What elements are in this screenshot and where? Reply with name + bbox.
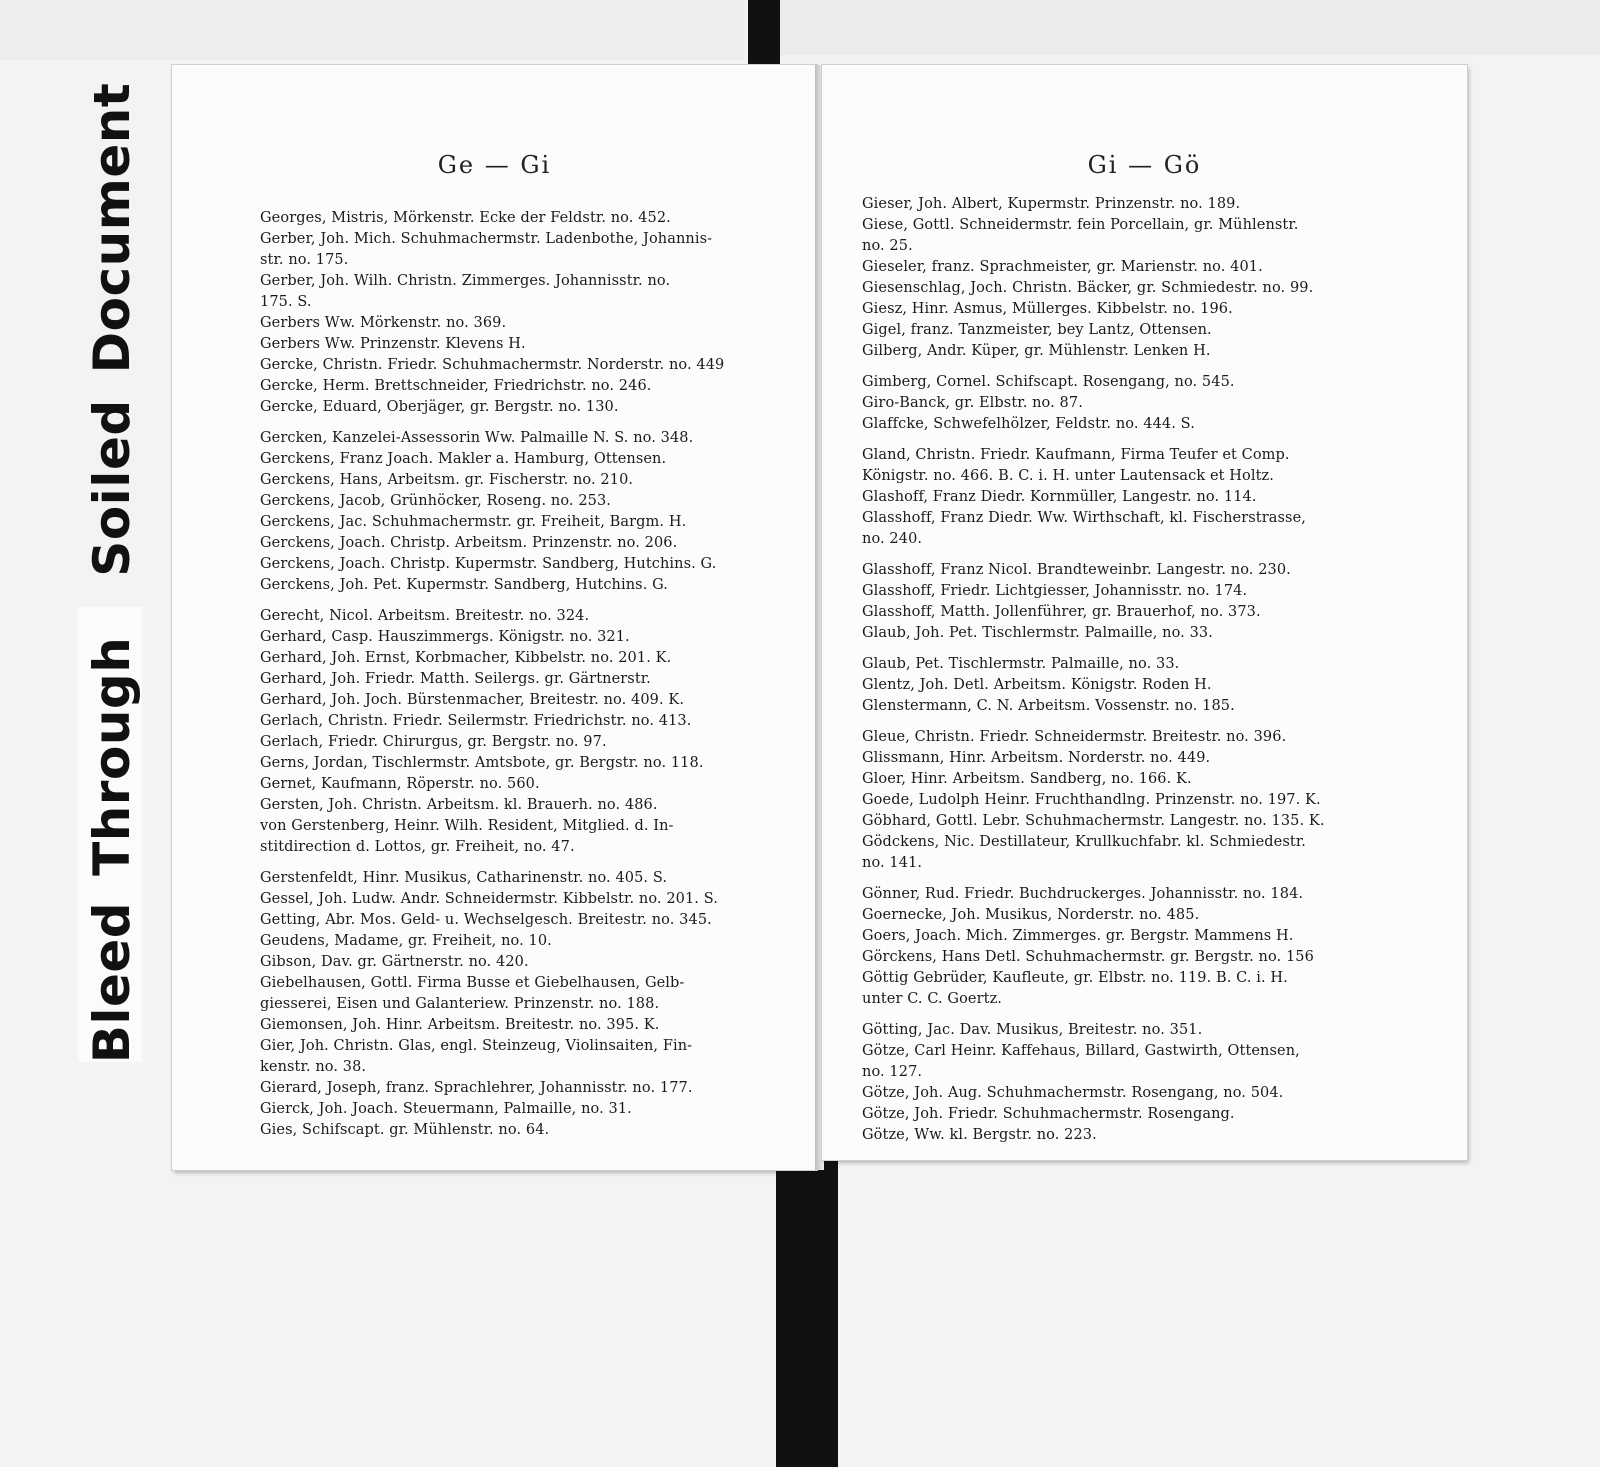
- directory-entry: Glaub, Pet. Tischlermstr. Palmaille, no. 33.: [862, 656, 1180, 672]
- directory-entry: no. 25.: [862, 238, 913, 254]
- directory-entry: Glentz, Joh. Detl. Arbeitsm. Königstr. Roden H.: [862, 677, 1212, 693]
- directory-entry: Glissmann, Hinr. Arbeitsm. Norderstr. no. 449.: [862, 750, 1211, 766]
- directory-entry: Gersten, Joh. Christn. Arbeitsm. kl. Brauerh. no. 486.: [260, 797, 658, 813]
- directory-entry: Görckens, Hans Detl. Schuhmachermstr. gr. Bergstr. no. 156: [862, 949, 1314, 965]
- directory-entry: Glaffcke, Schwefelhölzer, Feldstr. no. 444. S.: [862, 416, 1195, 432]
- directory-entry: Gercke, Herm. Brettschneider, Friedrichstr. no. 246.: [260, 378, 652, 394]
- directory-entry: Gercke, Christn. Friedr. Schuhmachermstr. Norderstr. no. 449: [260, 357, 725, 373]
- stamp-word: Bleed: [83, 901, 141, 1064]
- directory-entry: 175. S.: [260, 294, 312, 310]
- directory-entry: Gerlach, Friedr. Chirurgus, gr. Bergstr. no. 97.: [260, 734, 607, 750]
- directory-entry: Gödckens, Nic. Destillateur, Krullkuchfabr. kl. Schmiedestr.: [862, 834, 1306, 850]
- directory-entry: Giesenschlag, Joch. Christn. Bäcker, gr. Schmiedestr. no. 99.: [862, 280, 1314, 296]
- directory-entry: Glasshoff, Franz Diedr. Ww. Wirthschaft, kl. Fischerstrasse,: [862, 510, 1306, 526]
- directory-entry: Gerckens, Joach. Christp. Kupermstr. Sandberg, Hutchins. G.: [260, 556, 717, 572]
- directory-entry: Gerhard, Joh. Friedr. Matth. Seilergs. gr. Gärtnerstr.: [260, 671, 651, 687]
- directory-entry: Gessel, Joh. Ludw. Andr. Schneidermstr. Kibbelstr. no. 201. S.: [260, 891, 718, 907]
- directory-entry: von Gerstenberg, Heinr. Wilh. Resident, Mitglied. d. In-: [260, 818, 674, 834]
- directory-entry: Glasshoff, Matth. Jollenführer, gr. Brauerhof, no. 373.: [862, 604, 1261, 620]
- directory-entry: Gloer, Hinr. Arbeitsm. Sandberg, no. 166. K.: [862, 771, 1192, 787]
- directory-entry: Gigel, franz. Tanzmeister, bey Lantz, Ottensen.: [862, 322, 1212, 338]
- directory-entry: Georges, Mistris, Mörkenstr. Ecke der Feldstr. no. 452.: [260, 210, 671, 226]
- directory-entry: Gerckens, Franz Joach. Makler a. Hamburg, Ottensen.: [260, 451, 667, 467]
- directory-entry: Gerhard, Joh. Ernst, Korbmacher, Kibbelstr. no. 201. K.: [260, 650, 672, 666]
- directory-entry: Giese, Gottl. Schneidermstr. fein Porcellain, gr. Mühlenstr.: [862, 217, 1299, 233]
- directory-entry: Götze, Carl Heinr. Kaffehaus, Billard, Gastwirth, Ottensen,: [862, 1043, 1300, 1059]
- directory-entry: Gland, Christn. Friedr. Kaufmann, Firma Teufer et Comp.: [862, 447, 1290, 463]
- directory-entry: Giesz, Hinr. Asmus, Müllerges. Kibbelstr. no. 196.: [862, 301, 1233, 317]
- right-page: [822, 65, 1467, 1160]
- stamp-word: Document: [83, 82, 141, 374]
- directory-entry: Gies, Schifscapt. gr. Mühlenstr. no. 64.: [260, 1122, 550, 1138]
- directory-entry: Gerckens, Joh. Pet. Kupermstr. Sandberg, Hutchins. G.: [260, 577, 669, 593]
- directory-entry: no. 240.: [862, 531, 923, 547]
- directory-entry: Gerstenfeldt, Hinr. Musikus, Catharinenstr. no. 405. S.: [260, 870, 668, 886]
- directory-entry: Gercken, Kanzelei-Assessorin Ww. Palmaille N. S. no. 348.: [260, 430, 694, 446]
- directory-entry-list: [260, 208, 780, 1141]
- page-header: Gi — Gö: [1087, 151, 1202, 179]
- directory-entry: Glasshoff, Franz Nicol. Brandteweinbr. Langestr. no. 230.: [862, 562, 1291, 578]
- directory-entry: Gieseler, franz. Sprachmeister, gr. Marienstr. no. 401.: [862, 259, 1263, 275]
- directory-entry: Gerhard, Joh. Joch. Bürstenmacher, Breitestr. no. 409. K.: [260, 692, 685, 708]
- directory-entry: Giro-Banck, gr. Elbstr. no. 87.: [862, 395, 1083, 411]
- directory-entry: Königstr. no. 466. B. C. i. H. unter Lautensack et Holtz.: [862, 468, 1274, 484]
- directory-entry: Goers, Joach. Mich. Zimmerges. gr. Bergstr. Mammens H.: [862, 928, 1294, 944]
- directory-entry: Glashoff, Franz Diedr. Kornmüller, Langestr. no. 114.: [862, 489, 1257, 505]
- stamp-word: Soiled: [83, 399, 141, 577]
- directory-entry: Gieser, Joh. Albert, Kupermstr. Prinzenstr. no. 189.: [862, 196, 1241, 212]
- directory-entry: Gerber, Joh. Mich. Schuhmachermstr. Ladenbothe, Johannis-: [260, 231, 713, 247]
- stamp-word: Through: [83, 636, 141, 876]
- directory-entry: Glaub, Joh. Pet. Tischlermstr. Palmaille, no. 33.: [862, 625, 1213, 641]
- directory-entry: Giebelhausen, Gottl. Firma Busse et Giebelhausen, Gelb-: [260, 975, 685, 991]
- book-binding: [776, 1160, 838, 1467]
- directory-entry: Goede, Ludolph Heinr. Fruchthandlng. Prinzenstr. no. 197. K.: [862, 792, 1321, 808]
- directory-entry: Gerckens, Jacob, Grünhöcker, Roseng. no. 253.: [260, 493, 612, 509]
- directory-entry: Gilberg, Andr. Küper, gr. Mühlenstr. Lenken H.: [862, 343, 1211, 359]
- directory-entry: Getting, Abr. Mos. Geld- u. Wechselgesch. Breitestr. no. 345.: [260, 912, 712, 928]
- directory-entry: Gerbers Ww. Prinzenstr. Klevens H.: [260, 336, 526, 352]
- directory-entry: giesserei, Eisen und Galanteriew. Prinzenstr. no. 188.: [260, 996, 660, 1012]
- directory-entry: Göbhard, Gottl. Lebr. Schuhmachermstr. Langestr. no. 135. K.: [862, 813, 1325, 829]
- directory-entry: no. 127.: [862, 1064, 923, 1080]
- bleed-through-soiled-stamp: [83, 83, 141, 1064]
- directory-entry: Goernecke, Joh. Musikus, Norderstr. no. 485.: [862, 907, 1200, 923]
- directory-entry: Götze, Ww. kl. Bergstr. no. 223.: [862, 1127, 1097, 1143]
- directory-entry: Gerlach, Christn. Friedr. Seilermstr. Friedrichstr. no. 413.: [260, 713, 692, 729]
- directory-entry: Gernet, Kaufmann, Röperstr. no. 560.: [260, 776, 540, 792]
- directory-entry: Glenstermann, C. N. Arbeitsm. Vossenstr. no. 185.: [862, 698, 1235, 714]
- directory-entry: kenstr. no. 38.: [260, 1059, 367, 1075]
- directory-entry: Gerber, Joh. Wilh. Christn. Zimmerges. Johannisstr. no.: [260, 273, 671, 289]
- directory-entry: Gerns, Jordan, Tischlermstr. Amtsbote, gr. Bergstr. no. 118.: [260, 755, 704, 771]
- directory-entry: Götting, Jac. Dav. Musikus, Breitestr. no. 351.: [862, 1022, 1203, 1038]
- directory-entry: Gönner, Rud. Friedr. Buchdruckerges. Johannisstr. no. 184.: [862, 886, 1304, 902]
- directory-entry: Gleue, Christn. Friedr. Schneidermstr. Breitestr. no. 396.: [862, 729, 1287, 745]
- directory-entry: Gerhard, Casp. Hauszimmergs. Königstr. no. 321.: [260, 629, 630, 645]
- page-header: Ge — Gi: [437, 151, 552, 179]
- directory-entry: Glasshoff, Friedr. Lichtgiesser, Johannisstr. no. 174.: [862, 583, 1248, 599]
- directory-entry: str. no. 175.: [260, 252, 349, 268]
- directory-entry: unter C. C. Goertz.: [862, 991, 1003, 1007]
- directory-entry: Göttig Gebrüder, Kaufleute, gr. Elbstr. no. 119. B. C. i. H.: [862, 970, 1288, 986]
- directory-entry: Gerckens, Hans, Arbeitsm. gr. Fischerstr. no. 210.: [260, 472, 634, 488]
- directory-entry: Gerckens, Joach. Christp. Arbeitsm. Prinzenstr. no. 206.: [260, 535, 678, 551]
- directory-entry: Gier, Joh. Christn. Glas, engl. Steinzeug, Violinsaiten, Fin-: [260, 1038, 693, 1054]
- directory-entry: stitdirection d. Lottos, gr. Freiheit, no. 47.: [260, 839, 575, 855]
- directory-entry: Gierard, Joseph, franz. Sprachlehrer, Johannisstr. no. 177.: [260, 1080, 693, 1096]
- directory-entry: Götze, Joh. Aug. Schuhmachermstr. Rosengang, no. 504.: [862, 1085, 1284, 1101]
- directory-entry: Gerecht, Nicol. Arbeitsm. Breitestr. no. 324.: [260, 608, 590, 624]
- directory-entry: Gibson, Dav. gr. Gärtnerstr. no. 420.: [260, 954, 529, 970]
- directory-entry: Gercke, Eduard, Oberjäger, gr. Bergstr. no. 130.: [260, 399, 619, 415]
- directory-entry: Gierck, Joh. Joach. Steuermann, Palmaille, no. 31.: [260, 1101, 632, 1117]
- directory-entry: Geudens, Madame, gr. Freiheit, no. 10.: [260, 933, 552, 949]
- directory-entry: Gerckens, Jac. Schuhmachermstr. gr. Freiheit, Bargm. H.: [260, 514, 687, 530]
- book-binding: [748, 0, 780, 70]
- directory-entry: Gerbers Ww. Mörkenstr. no. 369.: [260, 315, 507, 331]
- directory-entry: Gimberg, Cornel. Schifscapt. Rosengang, no. 545.: [862, 374, 1235, 390]
- background-strip: [0, 0, 745, 60]
- directory-entry-list: [862, 194, 1392, 1146]
- left-page: [172, 65, 817, 1170]
- directory-entry: Götze, Joh. Friedr. Schuhmachermstr. Rosengang.: [862, 1106, 1235, 1122]
- directory-entry: Giemonsen, Joh. Hinr. Arbeitsm. Breitestr. no. 395. K.: [260, 1017, 660, 1033]
- background-strip: [760, 0, 1600, 55]
- directory-entry: no. 141.: [862, 855, 923, 871]
